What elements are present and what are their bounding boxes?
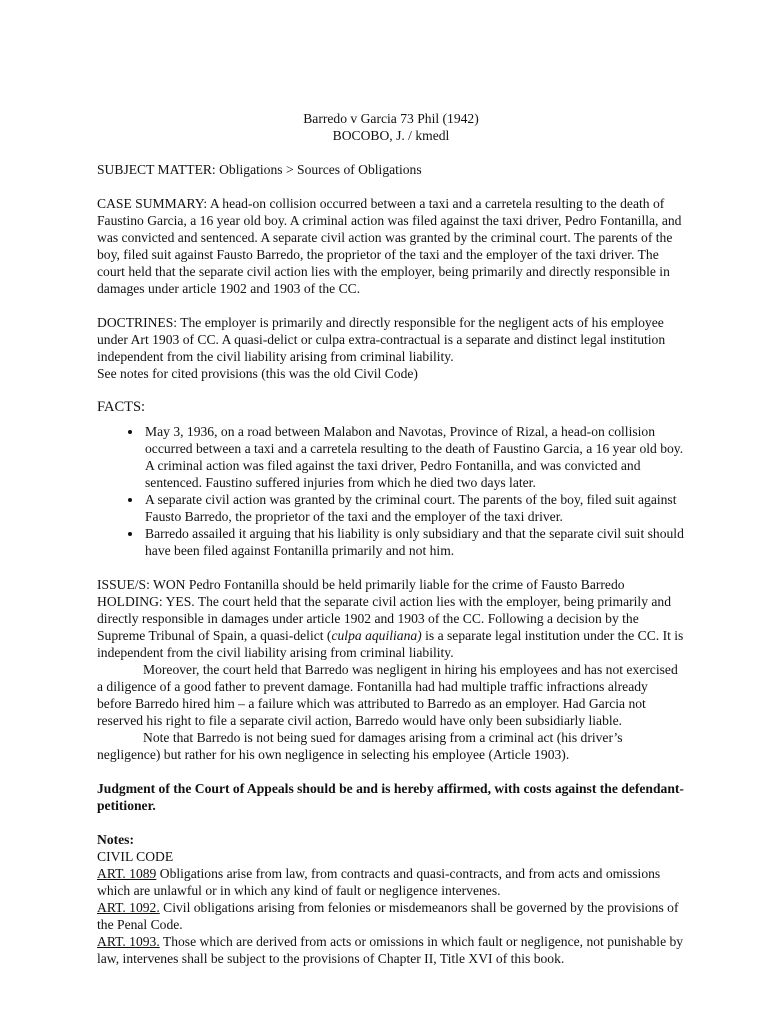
- article-link[interactable]: ART. 1089: [97, 866, 157, 881]
- judgment: Judgment of the Court of Appeals should be and is hereby affirmed, with costs against the defendant-petitioner.: [97, 781, 684, 813]
- document-body: [97, 110, 685, 967]
- holding-paragraph-2: Moreover, the court held that Barredo was negligent in hiring his employees and has not exercised a diligence of a good father to prevent damage. Fontanilla had had multiple traffic infractions already before Barredo hired him – a failure which was attributed to Barredo as an employer. Had Garcia not reserved his right to file a separate civil action, Barredo would have only been subsidiarly liable.: [97, 662, 678, 728]
- notes-heading: Notes:: [97, 832, 134, 847]
- article-1089: [97, 865, 685, 899]
- holding-paragraph-3: Note that Barredo is not being sued for damages arising from a criminal act (his driver’s negligence) but rather for his own negligence in selecting his employee (Article 1903).: [97, 730, 623, 762]
- list-item: • A separate civil action was granted by the criminal court. The parents of the boy, filed suit against Fausto Barredo, the proprietor of the taxi and the employer of the taxi driver.: [143, 491, 685, 525]
- holding-italic-term: culpa aquiliana): [331, 628, 422, 643]
- holding-text-cont: is a separate legal institution under the CC. It is independent from the civil liability arising from criminal liability.: [97, 628, 684, 660]
- list-item: • Barredo assailed it arguing that his liability is only subsidiary and that the separate civil suit should have been filed against Fontanilla primarily and not him.: [143, 525, 685, 559]
- article-text: Those which are derived from acts or omissions in which fault or negligence, not punishable by law, intervenes shall be subject to the provisions of Chapter II, Title XVI of this book.: [97, 934, 684, 966]
- subject-matter: SUBJECT MATTER: Obligations > Sources of Obligations: [97, 162, 422, 177]
- article-text: Obligations arise from law, from contracts and quasi-contracts, and from acts and omissions which are unlawful or in which any kind of fault or negligence intervenes.: [97, 866, 661, 898]
- doctrines-note: See notes for cited provisions (this was the old Civil Code): [97, 366, 418, 381]
- article-text: Civil obligations arising from felonies or misdemeanors shall be governed by the provisions of the Penal Code.: [97, 900, 679, 932]
- facts-list: [97, 423, 685, 559]
- holding-text: HOLDING: YES. The court held that the separate civil action lies with the employer, being primarily and directly responsible in damages under article 1902 and 1903 of the CC. Following a decision by the Supreme Tribunal of Spain, a quasi-delict (: [97, 594, 672, 643]
- notes-code: CIVIL CODE: [97, 849, 174, 864]
- holding-paragraph: [97, 593, 685, 661]
- article-1092: [97, 899, 685, 933]
- case-title: Barredo v Garcia 73 Phil (1942): [303, 111, 479, 126]
- facts-heading: FACTS:: [97, 399, 146, 415]
- article-link[interactable]: ART. 1093.: [97, 934, 160, 949]
- list-item: • May 3, 1936, on a road between Malabon and Navotas, Province of Rizal, a head-on collision occurred between a taxi and a carretela resulting to the death of Faustino Garcia, a 16 year old boy. A criminal action was filed against the taxi driver, Pedro Fontanilla, and was convicted and sentenced. Faustino suffered injuries from which he died two days later.: [143, 423, 685, 491]
- issue: ISSUE/S: WON Pedro Fontanilla should be held primarily liable for the crime of Fausto Barredo: [97, 577, 625, 592]
- article-link[interactable]: ART. 1092.: [97, 900, 160, 915]
- article-1093: [97, 933, 685, 967]
- case-author: BOCOBO, J. / kmedl: [332, 128, 450, 143]
- case-summary: CASE SUMMARY: A head-on collision occurred between a taxi and a carretela resulting to the death of Faustino Garcia, a 16 year old boy. A criminal action was filed against the taxi driver, Pedro Fontanilla, and was convicted and sentenced. A separate civil action was granted by the criminal court. The parents of the boy, filed suit against Fausto Barredo, the proprietor of the taxi and the employer of the taxi driver. The court held that the separate civil action lies with the employer, being primarily and directly responsible in damages under article 1902 and 1903 of the CC.: [97, 196, 682, 296]
- doctrines: DOCTRINES: The employer is primarily and directly responsible for the negligent acts of his employee under Art 1903 of CC. A quasi-delict or culpa extra-contractual is a separate and distinct legal institution independent from the civil liability arising from criminal liability.: [97, 315, 666, 364]
